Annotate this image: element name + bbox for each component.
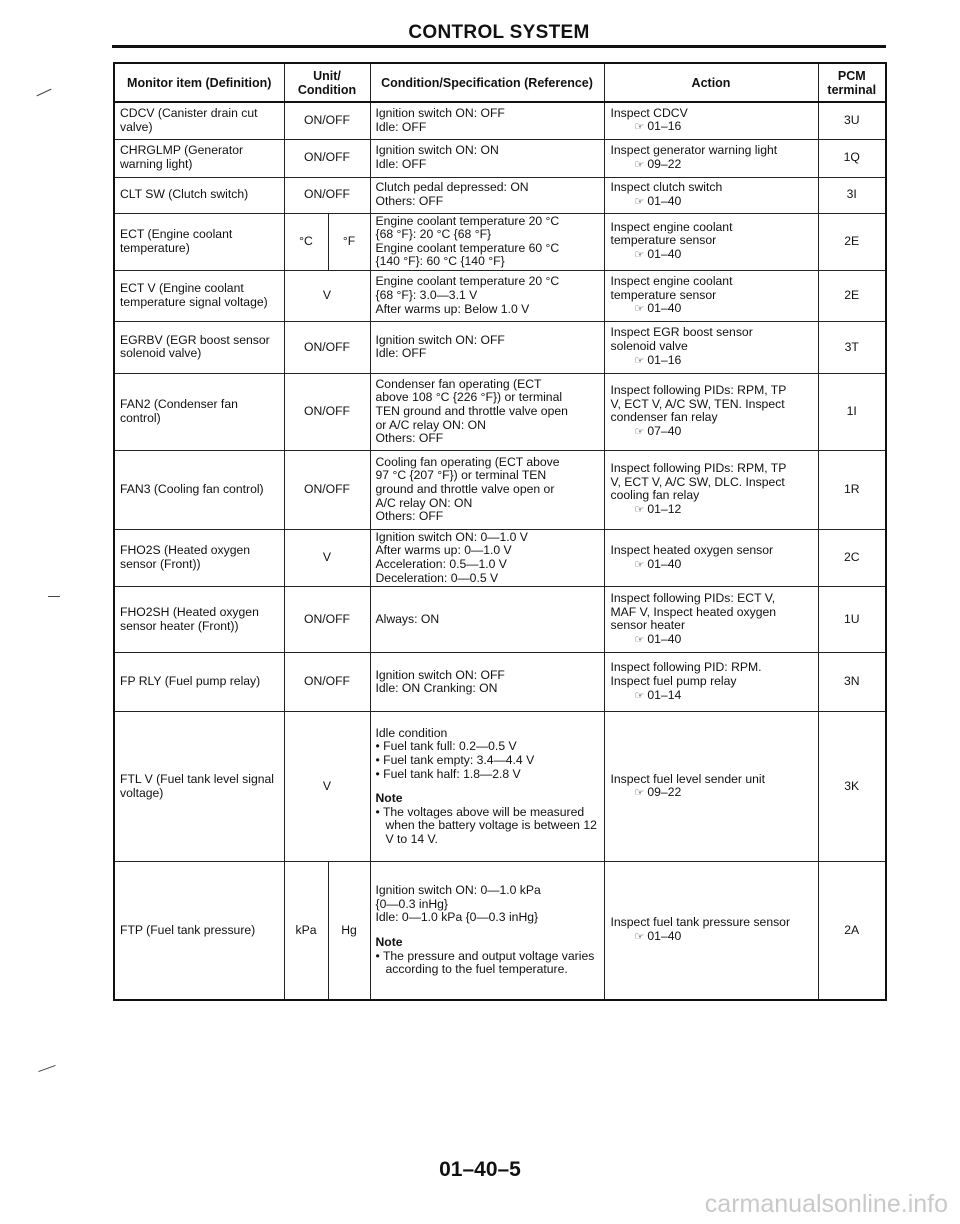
action-line: Inspect CDCV	[610, 105, 688, 120]
condition-cell	[370, 321, 604, 373]
condition-cell	[370, 862, 604, 1000]
condition-cell	[370, 587, 604, 653]
page-reference-icon: ☞	[634, 931, 645, 943]
action-line: Inspect EGR boost sensor	[610, 325, 753, 340]
page-reference-icon: ☞	[634, 121, 645, 134]
column-header-action: Action	[604, 63, 818, 102]
page-reference-icon: ☞	[634, 195, 645, 208]
unit-cell-primary: kPa	[284, 862, 328, 1000]
page-reference-icon: ☞	[634, 248, 645, 261]
page-reference-icon: ☞	[634, 558, 645, 571]
unit-cell: ON/OFF	[284, 587, 370, 653]
pcm-terminal-cell: 2E	[818, 213, 886, 270]
condition-line: Idle: 0—1.0 kPa {0—0.3 inHg}	[375, 910, 539, 925]
column-header-condition: Condition/Specification (Reference)	[370, 63, 604, 102]
pcm-terminal-cell: 1U	[818, 587, 886, 653]
condition-line: {0—0.3 inHg}	[375, 896, 449, 911]
condition-cell	[370, 712, 604, 862]
reference-page: 01–40	[647, 631, 682, 646]
page-reference-icon: ☞	[634, 633, 645, 646]
action-line: Inspect heated oxygen sensor	[610, 542, 774, 557]
bullet-text: Fuel tank half: 1.8—2.8 V	[383, 766, 521, 781]
page-reference[interactable]	[611, 354, 814, 369]
pcm-terminal-cell: 3T	[818, 321, 886, 373]
condition-line: Acceleration: 0.5—1.0 V	[375, 557, 507, 572]
condition-line: {140 °F}: 60 °C {140 °F}	[375, 254, 505, 269]
monitor-item-cell: ECT (Engine coolant temperature)	[114, 213, 284, 270]
action-line: Inspect following PIDs: RPM, TP	[610, 383, 787, 398]
action-line: Inspect engine coolant	[610, 219, 733, 234]
condition-line: Idle condition	[375, 725, 448, 740]
condition-line: Others: OFF	[375, 431, 444, 446]
page-reference-icon: ☞	[634, 689, 645, 702]
page-title: CONTROL SYSTEM	[408, 22, 590, 43]
condition-line: After warms up: 0—1.0 V	[375, 543, 512, 558]
unit-cell: V	[284, 270, 370, 321]
monitor-item-table	[113, 62, 887, 1001]
action-line: cooling fan relay	[610, 488, 700, 503]
condition-line: Idle: ON Cranking: ON	[375, 681, 498, 696]
table-row	[114, 177, 886, 213]
page-reference[interactable]	[611, 503, 814, 518]
page-reference-icon: ☞	[634, 425, 645, 438]
action-line: Inspect clutch switch	[610, 179, 723, 194]
page-reference[interactable]	[611, 633, 814, 648]
pcm-terminal-cell: 1R	[818, 450, 886, 529]
condition-bullet: • Fuel tank empty: 3.4—4.4 V	[375, 753, 535, 768]
condition-cell	[370, 177, 604, 213]
bullet-text: Fuel tank empty: 3.4—4.4 V	[383, 753, 535, 768]
page-reference[interactable]	[611, 248, 814, 263]
action-cell	[604, 139, 818, 177]
action-line: MAF V, Inspect heated oxygen	[610, 604, 777, 619]
monitor-item-cell: ECT V (Engine coolant temperature signal voltage)	[114, 270, 284, 321]
condition-line: Engine coolant temperature 20 °C	[375, 213, 560, 228]
page-reference-icon: ☞	[634, 354, 645, 367]
action-line: Inspect following PIDs: RPM, TP	[610, 461, 787, 476]
monitor-item-cell: CHRGLMP (Generator warning light)	[114, 139, 284, 177]
condition-cell	[370, 653, 604, 712]
condition-line: Engine coolant temperature 20 °C	[375, 274, 560, 289]
page-reference-icon: ☞	[634, 787, 645, 800]
table-row	[114, 270, 886, 321]
note-label: Note	[375, 791, 403, 806]
note-bullet: • The pressure and output voltage varies according to the fuel temperature.	[375, 948, 595, 977]
condition-cell	[370, 529, 604, 586]
monitor-item-cell: FP RLY (Fuel pump relay)	[114, 653, 284, 712]
pcm-terminal-cell: 2E	[818, 270, 886, 321]
action-line: temperature sensor	[610, 287, 717, 302]
unit-cell-secondary: Hg	[328, 862, 370, 1000]
condition-cell	[370, 139, 604, 177]
reference-page: 01–40	[647, 301, 682, 316]
action-line: solenoid valve	[610, 339, 688, 354]
note-text: The pressure and output voltage varies according to the fuel temperature.	[382, 948, 595, 977]
condition-line: 97 °C {207 °F}) or terminal TEN	[375, 468, 547, 483]
table-row	[114, 712, 886, 862]
condition-line: Engine coolant temperature 60 °C	[375, 240, 560, 255]
action-cell	[604, 529, 818, 586]
reference-page: 01–14	[647, 687, 682, 702]
monitor-item-cell: FTL V (Fuel tank level signal voltage)	[114, 712, 284, 862]
condition-line: Ignition switch ON: ON	[375, 143, 499, 158]
reference-page: 01–12	[647, 501, 682, 516]
page-reference[interactable]	[611, 930, 814, 945]
action-cell	[604, 450, 818, 529]
spacer	[376, 925, 600, 931]
page-reference[interactable]	[611, 786, 814, 801]
action-cell	[604, 102, 818, 139]
pcm-terminal-cell: 1Q	[818, 139, 886, 177]
margin-mark	[48, 596, 60, 597]
unit-cell: V	[284, 712, 370, 862]
page-reference[interactable]	[611, 158, 814, 173]
unit-cell: ON/OFF	[284, 139, 370, 177]
condition-line: Idle: OFF	[375, 157, 427, 171]
margin-mark	[38, 1065, 55, 1072]
pcm-terminal-cell: 3U	[818, 102, 886, 139]
action-line: Inspect engine coolant	[610, 273, 733, 288]
condition-line: Idle: OFF	[375, 119, 427, 134]
unit-cell: ON/OFF	[284, 653, 370, 712]
monitor-item-cell: CLT SW (Clutch switch)	[114, 177, 284, 213]
condition-cell	[370, 270, 604, 321]
condition-line: {68 °F}: 3.0—3.1 V	[375, 288, 478, 303]
condition-line: Clutch pedal depressed: ON	[375, 180, 529, 195]
table-row	[114, 213, 886, 270]
condition-line: Ignition switch ON: 0—1.0 kPa	[375, 883, 541, 898]
reference-page: 09–22	[647, 156, 682, 171]
table-row	[114, 373, 886, 450]
condition-line: A/C relay ON: ON	[375, 495, 473, 510]
monitor-item-cell: CDCV (Canister drain cut valve)	[114, 102, 284, 139]
condition-cell	[370, 102, 604, 139]
monitor-item-cell: FHO2S (Heated oxygen sensor (Front))	[114, 529, 284, 586]
header-rule	[112, 45, 886, 48]
action-line: V, ECT V, A/C SW, DLC. Inspect	[610, 474, 785, 489]
condition-line: Others: OFF	[375, 194, 444, 208]
action-line: Inspect following PID: RPM.	[610, 660, 762, 675]
note-text: The voltages above will be measured when the battery voltage is between 12 V to 14 V.	[382, 804, 597, 847]
table-header-row	[114, 63, 886, 102]
monitor-item-cell: FHO2SH (Heated oxygen sensor heater (Front))	[114, 587, 284, 653]
condition-line: Ignition switch ON: 0—1.0 V	[375, 529, 528, 544]
action-line: Inspect fuel pump relay	[610, 673, 737, 688]
monitor-item-cell: EGRBV (EGR boost sensor solenoid valve)	[114, 321, 284, 373]
action-cell	[604, 653, 818, 712]
page-reference-icon: ☞	[634, 303, 645, 316]
page-reference[interactable]	[611, 120, 814, 135]
condition-line: Idle: OFF	[375, 346, 427, 361]
action-line: Inspect fuel tank pressure sensor	[610, 915, 791, 930]
reference-page: 01–16	[647, 352, 682, 367]
condition-line: above 108 °C {226 °F}) or terminal	[375, 390, 563, 405]
reference-page: 01–40	[647, 556, 682, 571]
page-reference[interactable]	[611, 195, 814, 210]
reference-page: 01–40	[647, 246, 682, 261]
action-cell	[604, 177, 818, 213]
condition-cell	[370, 373, 604, 450]
reference-page: 01–40	[647, 929, 682, 943]
page-reference[interactable]	[611, 558, 814, 573]
pcm-terminal-cell: 3I	[818, 177, 886, 213]
condition-line: Ignition switch ON: OFF	[375, 332, 505, 347]
column-header-pcm-terminal: PCM terminal	[818, 63, 886, 102]
action-line: condenser fan relay	[610, 410, 718, 425]
pcm-terminal-cell: 1I	[818, 373, 886, 450]
table-row	[114, 139, 886, 177]
table-row	[114, 450, 886, 529]
condition-cell	[370, 450, 604, 529]
table-row	[114, 653, 886, 712]
condition-line: After warms up: Below 1.0 V	[375, 301, 530, 316]
watermark: carmanualsonline.info	[704, 1190, 948, 1218]
page-reference[interactable]	[611, 425, 814, 440]
action-line: Inspect generator warning light	[610, 142, 778, 157]
page-reference-icon: ☞	[634, 158, 645, 171]
unit-cell-primary: °C	[284, 213, 328, 270]
table-row	[114, 862, 886, 1000]
condition-bullet: • Fuel tank full: 0.2—0.5 V	[375, 739, 517, 754]
page-reference[interactable]	[611, 302, 814, 317]
action-line: sensor heater	[610, 618, 686, 633]
reference-page: 01–40	[647, 193, 682, 208]
condition-line: ground and throttle valve open or	[375, 482, 555, 497]
page-reference-icon: ☞	[634, 503, 645, 516]
condition-line: TEN ground and throttle valve open	[375, 404, 568, 419]
pcm-terminal-cell: 2C	[818, 529, 886, 586]
action-cell	[604, 862, 818, 1000]
table-row	[114, 102, 886, 139]
condition-line: Ignition switch ON: OFF	[375, 106, 505, 121]
monitor-item-cell: FTP (Fuel tank pressure)	[114, 862, 284, 1000]
condition-line: or A/C relay ON: ON	[375, 417, 486, 432]
unit-cell: ON/OFF	[284, 321, 370, 373]
unit-cell: ON/OFF	[284, 177, 370, 213]
reference-page: 09–22	[647, 785, 682, 800]
condition-cell	[370, 213, 604, 270]
action-cell	[604, 712, 818, 862]
action-cell	[604, 587, 818, 653]
action-line: Inspect following PIDs: ECT V,	[610, 591, 776, 606]
page-number: 01–40–5	[439, 1158, 521, 1181]
condition-line: {68 °F}: 20 °C {68 °F}	[375, 227, 492, 242]
pcm-terminal-cell: 3N	[818, 653, 886, 712]
action-cell	[604, 213, 818, 270]
table-row	[114, 529, 886, 586]
unit-cell: ON/OFF	[284, 373, 370, 450]
condition-line: Cooling fan operating (ECT above	[375, 454, 560, 469]
condition-line: Condenser fan operating (ECT	[375, 376, 542, 391]
condition-line: Deceleration: 0—0.5 V	[375, 570, 499, 585]
table-row	[114, 321, 886, 373]
condition-line: Ignition switch ON: OFF	[375, 667, 505, 682]
column-header-unit: Unit/ Condition	[284, 63, 370, 102]
spacer	[376, 781, 600, 787]
note-bullet: • The voltages above will be measured when the battery voltage is between 12 V to 14 V.	[375, 804, 597, 847]
column-header-monitor-item: Monitor item (Definition)	[114, 63, 284, 102]
monitor-item-cell: FAN3 (Cooling fan control)	[114, 450, 284, 529]
action-line: V, ECT V, A/C SW, TEN. Inspect	[610, 396, 785, 411]
action-cell	[604, 270, 818, 321]
condition-line: Others: OFF	[375, 509, 444, 524]
unit-cell: V	[284, 529, 370, 586]
margin-mark	[37, 89, 52, 97]
table-row	[114, 587, 886, 653]
page-reference[interactable]	[611, 689, 814, 704]
reference-page: 07–40	[647, 423, 682, 438]
unit-cell-secondary: °F	[328, 213, 370, 270]
action-line: Inspect fuel level sender unit	[610, 771, 765, 786]
action-cell	[604, 321, 818, 373]
note-label: Note	[375, 935, 403, 949]
unit-cell: ON/OFF	[284, 102, 370, 139]
action-line: temperature sensor	[610, 233, 717, 248]
unit-cell: ON/OFF	[284, 450, 370, 529]
action-cell	[604, 373, 818, 450]
pcm-terminal-cell: 2A	[818, 862, 886, 1000]
condition-bullet: • Fuel tank half: 1.8—2.8 V	[375, 766, 521, 781]
pcm-terminal-cell: 3K	[818, 712, 886, 862]
bullet-text: Fuel tank full: 0.2—0.5 V	[383, 739, 517, 754]
reference-page: 01–16	[647, 119, 682, 134]
condition-line: Always: ON	[375, 611, 440, 626]
monitor-item-cell: FAN2 (Condenser fan control)	[114, 373, 284, 450]
